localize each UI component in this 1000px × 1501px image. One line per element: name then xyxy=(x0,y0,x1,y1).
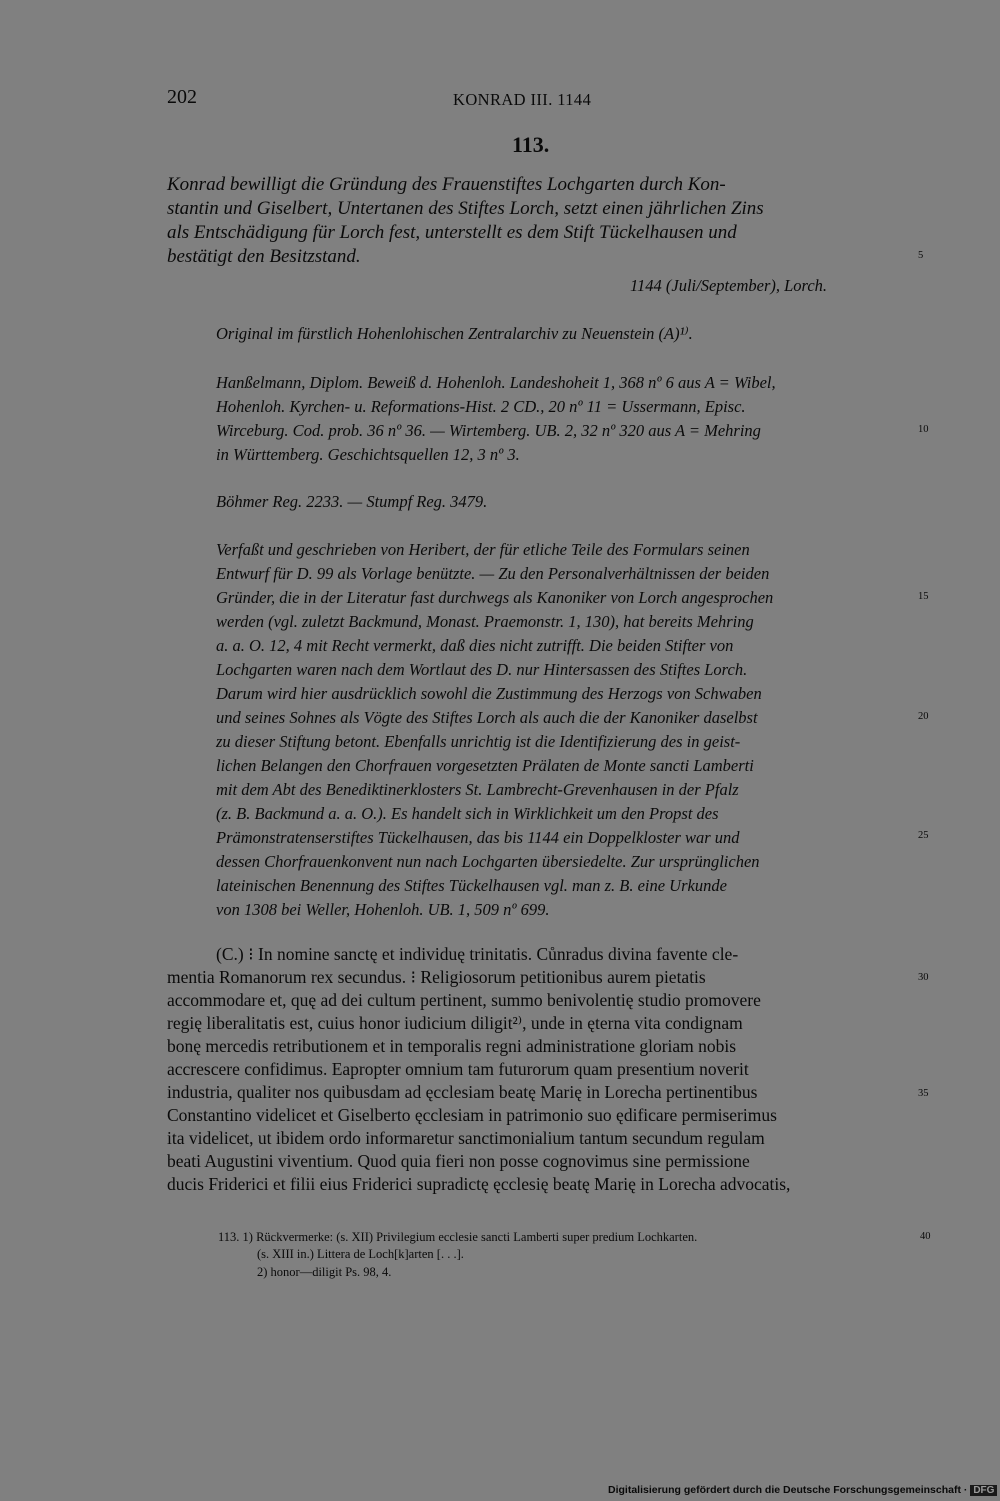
footnote-line: (s. XIII in.) Littera de Loch[k]arten [. . .]. xyxy=(257,1247,464,1261)
commentary-line: (z. B. Backmund a. a. O.). Es handelt sich in Wirklichkeit um den Propst des xyxy=(216,804,719,823)
commentary-line: und seines Sohnes als Vögte des Stiftes Lorch als auch die der Kanoniker daselbst xyxy=(216,708,758,727)
commentary-line: von 1308 bei Weller, Hohenloh. UB. 1, 509 nº 699. xyxy=(216,900,550,919)
charter-line: ducis Friderici et filii eius Friderici supradictę ęcclesię beatę Marię in Lorecha advocatis, xyxy=(167,1174,791,1194)
credit-text: Digitalisierung gefördert durch die Deutsche Forschungsgemeinschaft xyxy=(608,1484,961,1496)
charter-line: mentia Romanorum rex secundus. ⁝ Religiosorum petitionibus aurem pietatis xyxy=(167,967,706,987)
line-number: 35 xyxy=(918,1088,929,1099)
summary-line: Konrad bewilligt die Gründung des Frauenstiftes Lochgarten durch Kon- xyxy=(167,174,726,195)
charter-line: accrescere confidimus. Eapropter omnium tam futurorum quam presentium noverit xyxy=(167,1059,749,1079)
line-number: 20 xyxy=(918,711,929,722)
footnote-line: 2) honor—diligit Ps. 98, 4. xyxy=(257,1265,392,1279)
commentary-line: Gründer, die in der Literatur fast durchwegs als Kanoniker von Lorch angesprochen xyxy=(216,588,774,607)
charter-line: regię liberalitatis est, cuius honor iudicium diligit²⁾, unde in ęterna vita condignam xyxy=(167,1013,743,1033)
document-number: 113. xyxy=(512,132,550,157)
original-note: Original im fürstlich Hohenlohischen Zentralarchiv zu Neuenstein (A)¹⁾. xyxy=(216,324,693,343)
edition-line: Wirceburg. Cod. prob. 36 nº 36. — Wirtemberg. UB. 2, 32 nº 320 aus A = Mehring xyxy=(216,421,761,440)
commentary-line: dessen Chorfrauenkonvent nun nach Lochgarten übersiedelte. Zur ursprünglichen xyxy=(216,852,760,871)
edition-line: in Württemberg. Geschichtsquellen 12, 3 nº 3. xyxy=(216,445,520,464)
commentary-line: werden (vgl. zuletzt Backmund, Monast. Praemonstr. 1, 130), hat bereits Mehring xyxy=(216,612,754,631)
line-number: 5 xyxy=(918,250,924,261)
charter-line: (C.) ⁝ In nomine sanctę et individuę trinitatis. Cůnradus divina favente cle- xyxy=(216,944,739,964)
charter-line: industria, qualiter nos quibusdam ad ęcclesiam beatę Marię in Lorecha pertinentibus xyxy=(167,1082,758,1102)
commentary-line: zu dieser Stiftung betont. Ebenfalls unrichtig ist die Identifizierung des in geist- xyxy=(216,732,741,751)
line-number: 15 xyxy=(918,591,929,602)
digitization-credit: Digitalisierung gefördert durch die Deutsche Forschungsgemeinschaft · DFG xyxy=(608,1484,997,1496)
charter-line: beati Augustini viventium. Quod quia fieri non posse cognovimus sine permissione xyxy=(167,1151,750,1171)
line-number: 25 xyxy=(918,830,929,841)
commentary-line: mit dem Abt des Benediktinerklosters St. Lambrecht-Grevenhausen in der Pfalz xyxy=(216,780,739,799)
charter-line: ita videlicet, ut ibidem ordo informaretur sanctimonialium tantum secundum regulam xyxy=(167,1128,765,1148)
dfg-logo: DFG xyxy=(970,1485,997,1496)
commentary-line: Darum wird hier ausdrücklich sowohl die Zustimmung des Herzogs von Schwaben xyxy=(216,684,762,703)
summary-line: bestätigt den Besitzstand. xyxy=(167,246,361,267)
line-number: 30 xyxy=(918,972,929,983)
charter-line: bonę mercedis retributionem et in temporalis regni administratione gloriam nobis xyxy=(167,1036,737,1056)
line-number: 40 xyxy=(920,1231,931,1242)
footnote-line: 113. 1) Rückvermerke: (s. XII) Privilegium ecclesie sancti Lamberti super predium Lochkarten. xyxy=(218,1230,698,1244)
summary-line: als Entschädigung für Lorch fest, unterstellt es dem Stift Tückelhausen und xyxy=(167,222,737,243)
page-number: 202 xyxy=(167,86,197,108)
charter-line: Constantino videlicet et Giselberto ęcclesiam in patrimonio suo ędificare permiserimus xyxy=(167,1105,777,1125)
running-title: KONRAD III. 1144 xyxy=(453,90,592,109)
regesten: Böhmer Reg. 2233. — Stumpf Reg. 3479. xyxy=(216,492,488,511)
commentary-line: Lochgarten waren nach dem Wortlaut des D. nur Hintersassen des Stiftes Lorch. xyxy=(216,660,748,679)
edition-line: Hohenloh. Kyrchen- u. Reformations-Hist. 2 CD., 20 nº 11 = Ussermann, Episc. xyxy=(216,397,746,416)
commentary-line: lateinischen Benennung des Stiftes Tückelhausen vgl. man z. B. eine Urkunde xyxy=(216,876,727,895)
summary-line: stantin und Giselbert, Untertanen des Stiftes Lorch, setzt einen jährlichen Zins xyxy=(167,198,764,219)
commentary-line: Verfaßt und geschrieben von Heribert, der für etliche Teile des Formulars seinen xyxy=(216,540,750,559)
commentary-line: a. a. O. 12, 4 mit Recht vermerkt, daß dies nicht zutrifft. Die beiden Stifter von xyxy=(216,636,734,655)
commentary-line: Entwurf für D. 99 als Vorlage benützte. — Zu den Personalverhältnissen der beiden xyxy=(216,564,770,583)
line-number: 10 xyxy=(918,424,929,435)
charter-line: accommodare et, quę ad dei cultum pertinent, summo benivolentię studio promovere xyxy=(167,990,761,1010)
commentary-line: Prämonstratenserstiftes Tückelhausen, das bis 1144 ein Doppelkloster war und xyxy=(216,828,740,847)
date-place: 1144 (Juli/September), Lorch. xyxy=(630,276,828,295)
edition-line: Hanßelmann, Diplom. Beweiß d. Hohenloh. Landeshoheit 1, 368 nº 6 aus A = Wibel, xyxy=(216,373,776,392)
commentary-line: lichen Belangen den Chorfrauen vorgesetzten Prälaten de Monte sancti Lamberti xyxy=(216,756,754,775)
